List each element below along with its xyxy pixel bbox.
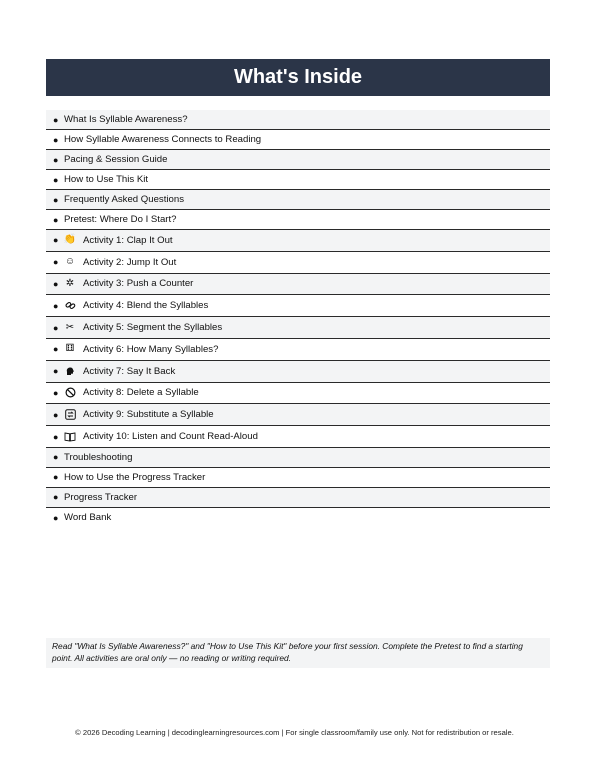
item-label: Activity 1: Clap It Out (83, 234, 173, 246)
item-label: Troubleshooting (64, 451, 133, 463)
bullet: ● (53, 344, 59, 355)
list-item (46, 252, 550, 274)
list-item (46, 274, 550, 296)
item-label: Activity 10: Listen and Count Read-Aloud (83, 431, 258, 443)
no-entry-icon (64, 387, 76, 399)
list-item (46, 230, 550, 252)
page-title: What's Inside (46, 59, 550, 96)
bullet: ● (53, 366, 59, 377)
list-item (46, 426, 550, 448)
bullet: ● (53, 194, 59, 205)
item-label: Progress Tracker (64, 491, 138, 503)
bullet: ● (53, 431, 59, 442)
bullet: ● (53, 300, 59, 311)
contents-list (46, 110, 550, 528)
list-item (46, 295, 550, 317)
list-item (46, 210, 550, 230)
list-item (46, 317, 550, 339)
list-item (46, 170, 550, 190)
bullet: ● (53, 387, 59, 398)
bullet: ● (53, 257, 59, 268)
bullet: ● (53, 214, 59, 225)
list-item (46, 361, 550, 383)
item-label: What Is Syllable Awareness? (64, 114, 188, 125)
dice-icon: ⚅ (65, 343, 75, 355)
bullet: ● (53, 452, 59, 463)
list-item (46, 190, 550, 210)
swap-icon (64, 409, 76, 421)
item-label: Word Bank (64, 512, 112, 524)
item-label: Pacing & Session Guide (64, 154, 168, 165)
item-label: Activity 2: Jump It Out (83, 256, 177, 268)
list-item (46, 383, 550, 405)
copyright-footer: © 2026 Decoding Learning | decodinglearningresources.com | For single classroom/family use only. Not for redistribution or resale. (75, 728, 514, 737)
instructions-note: Read "What Is Syllable Awareness?" and "How to Use This Kit" before your first session. Complete the Pretest to find a starting point. All activities are oral only — no reading or writing required. (46, 638, 550, 668)
item-label: Activity 7: Say It Back (83, 365, 176, 377)
bullet: ● (53, 174, 59, 185)
bullet: ● (53, 114, 59, 125)
link-icon (64, 300, 76, 312)
list-item (46, 110, 550, 130)
bullet: ● (53, 278, 59, 289)
clapping-hands-icon: 👏 (63, 234, 77, 246)
item-label: Activity 4: Blend the Syllables (83, 300, 209, 312)
open-book-icon (64, 431, 76, 443)
list-item (46, 150, 550, 170)
bullet: ● (53, 134, 59, 145)
item-label: How to Use the Progress Tracker (64, 471, 206, 483)
list-item (46, 468, 550, 488)
bullet: ● (53, 492, 59, 503)
item-label: Frequently Asked Questions (64, 194, 184, 205)
item-label: Activity 3: Push a Counter (83, 278, 194, 290)
bullet: ● (53, 512, 59, 523)
item-label: Activity 6: How Many Syllables? (83, 343, 219, 355)
counter-icon: ✲ (65, 277, 75, 289)
scissors-icon: ✂ (65, 321, 75, 333)
list-item (46, 448, 550, 468)
bullet: ● (53, 235, 59, 246)
list-item (46, 130, 550, 150)
bullet: ● (53, 409, 59, 420)
item-label: How Syllable Awareness Connects to Reading (64, 134, 262, 145)
list-item (46, 404, 550, 426)
list-item (46, 488, 550, 508)
item-label: How to Use This Kit (64, 174, 149, 185)
bullet: ● (53, 154, 59, 165)
bullet: ● (53, 322, 59, 333)
item-label: Activity 8: Delete a Syllable (83, 387, 199, 399)
item-label: Activity 9: Substitute a Syllable (83, 409, 214, 421)
item-label: Activity 5: Segment the Syllables (83, 322, 223, 334)
list-item (46, 339, 550, 361)
bullet: ● (53, 472, 59, 483)
item-label: Pretest: Where Do I Start? (64, 214, 177, 225)
list-item (46, 508, 550, 528)
jumping-person-icon: ☺ (64, 256, 76, 268)
speaking-head-icon (64, 365, 76, 377)
